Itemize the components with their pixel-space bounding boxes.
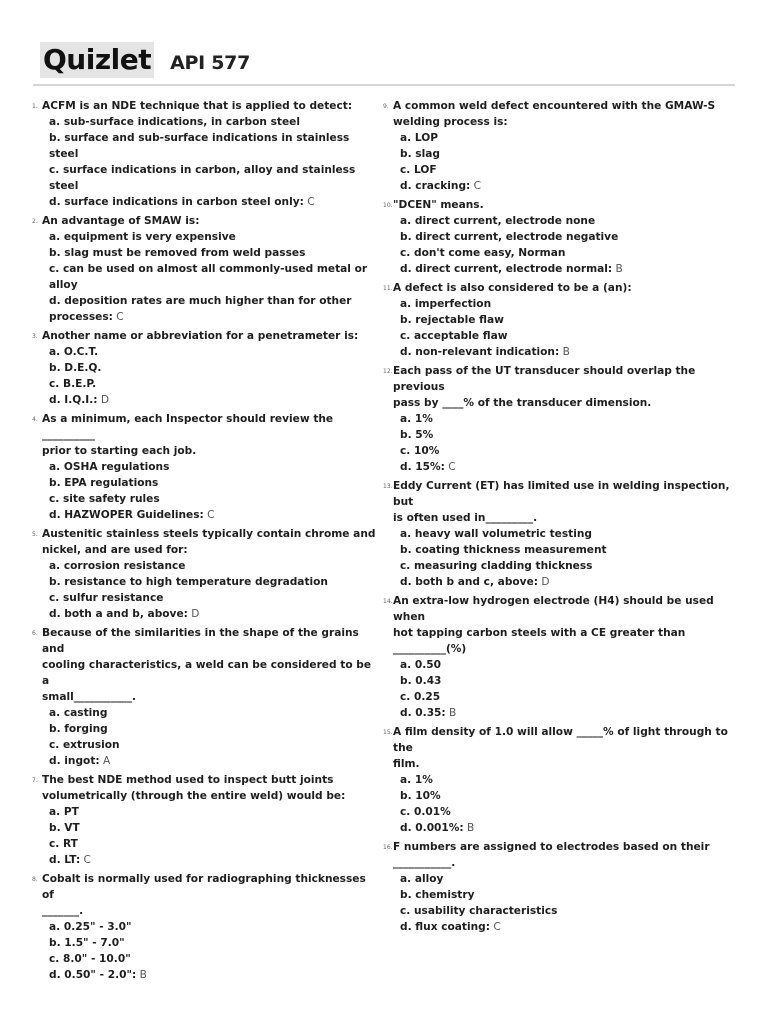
answer-option <box>383 312 731 328</box>
question-number: 14. <box>383 598 393 605</box>
question-line: pass by ____% of the transducer dimension. <box>393 397 652 409</box>
option-text: c. usability characteristics <box>400 905 558 917</box>
option-text: c. surface indications in carbon, alloy and stainless steel <box>49 164 356 192</box>
answer-option <box>32 935 380 951</box>
answer-option <box>32 392 380 408</box>
answer-option <box>32 705 380 721</box>
answer-option <box>32 130 380 162</box>
question-line: hot tapping carbon steels with a CE greater than <box>393 627 686 639</box>
question-text <box>32 788 380 804</box>
question-text <box>383 756 731 772</box>
answer-option <box>383 146 731 162</box>
option-text: a. heavy wall volumetric testing <box>400 528 592 540</box>
question-number: 7. <box>32 777 38 784</box>
option-text: d. ingot: <box>49 755 100 767</box>
option-text: a. sub-surface indications, in carbon steel <box>49 116 300 128</box>
question-item <box>383 363 731 475</box>
option-text: c. RT <box>49 838 78 850</box>
option-text: b. EPA regulations <box>49 477 159 489</box>
question-number: 9. <box>383 103 389 110</box>
answer-option <box>383 178 731 194</box>
correct-answer: D <box>538 576 550 588</box>
question-text <box>32 657 380 689</box>
answer-option <box>383 344 731 360</box>
question-line: prior to starting each job. <box>42 445 197 457</box>
option-text: a. equipment is very expensive <box>49 231 236 243</box>
question-text <box>32 328 380 344</box>
answer-option <box>32 804 380 820</box>
option-text: a. O.C.T. <box>49 346 99 358</box>
question-text <box>32 871 380 903</box>
answer-option <box>383 427 731 443</box>
option-text: b. 1.5" - 7.0" <box>49 937 125 949</box>
page-title: API 577 <box>170 52 250 74</box>
option-text: d. HAZWOPER Guidelines: <box>49 509 204 521</box>
answer-option <box>383 705 731 721</box>
option-text: b. resistance to high temperature degradation <box>49 576 328 588</box>
option-text: c. 0.25 <box>400 691 441 703</box>
correct-answer: C <box>444 461 456 473</box>
answer-option <box>32 507 380 523</box>
question-number: 11. <box>383 285 393 292</box>
answer-option <box>32 919 380 935</box>
option-text: d. both a and b, above: <box>49 608 188 620</box>
question-item <box>383 280 731 360</box>
answer-option <box>383 657 731 673</box>
answer-option <box>32 261 380 293</box>
option-text: b. direct current, electrode negative <box>400 231 619 243</box>
question-line: welding process is: <box>393 116 508 128</box>
option-text: c. extrusion <box>49 739 120 751</box>
option-text: d. cracking: <box>400 180 471 192</box>
answer-option <box>32 194 380 210</box>
option-text: a. alloy <box>400 873 444 885</box>
option-text: a. corrosion resistance <box>49 560 186 572</box>
option-text: a. 1% <box>400 774 433 786</box>
answer-option <box>383 229 731 245</box>
answer-option <box>32 721 380 737</box>
option-text: a. 0.25" - 3.0" <box>49 921 132 933</box>
question-line: Each pass of the UT transducer should overlap the previous <box>393 365 696 393</box>
answer-option <box>32 360 380 376</box>
answer-option <box>383 820 731 836</box>
answer-option <box>383 542 731 558</box>
correct-answer: C <box>303 196 315 208</box>
option-text: d. LT: <box>49 854 81 866</box>
option-text: processes: <box>49 311 113 323</box>
option-text: a. 1% <box>400 413 433 425</box>
question-number: 8. <box>32 876 38 883</box>
question-line: An extra-low hydrogen electrode (H4) should be used when <box>393 595 714 623</box>
question-line: cooling characteristics, a weld can be considered to be a <box>42 659 372 687</box>
question-item <box>383 724 731 836</box>
option-text: a. LOP <box>400 132 439 144</box>
option-text: a. 0.50 <box>400 659 441 671</box>
option-text: b. 0.43 <box>400 675 442 687</box>
correct-answer: B <box>463 822 475 834</box>
question-line: ___________. <box>393 857 456 869</box>
question-text <box>32 689 380 705</box>
option-text: a. OSHA regulations <box>49 461 170 473</box>
answer-option <box>383 689 731 705</box>
answer-option <box>383 261 731 277</box>
option-text: c. measuring cladding thickness <box>400 560 593 572</box>
question-line: F numbers are assigned to electrodes based on their <box>393 841 710 853</box>
question-number: 3. <box>32 333 38 340</box>
answer-option <box>383 296 731 312</box>
question-line: The best NDE method used to inspect butt joints <box>42 774 334 786</box>
question-line: "DCEN" means. <box>393 199 484 211</box>
question-text <box>383 98 731 114</box>
option-text: d. both b and c, above: <box>400 576 539 588</box>
answer-option <box>383 411 731 427</box>
question-line: Cobalt is normally used for radiographing thicknesses of <box>42 873 366 901</box>
question-line: A defect is also considered to be a (an): <box>393 282 632 294</box>
option-text: b. VT <box>49 822 80 834</box>
question-text <box>383 114 731 130</box>
answer-option <box>383 558 731 574</box>
question-line: nickel, and are used for: <box>42 544 188 556</box>
question-text <box>383 478 731 510</box>
answer-option <box>383 804 731 820</box>
option-text: c. site safety rules <box>49 493 160 505</box>
option-text: a. PT <box>49 806 79 818</box>
question-text <box>32 411 380 443</box>
answer-option <box>32 245 380 261</box>
question-line: is often used in_________. <box>393 512 538 524</box>
option-text: a. direct current, electrode none <box>400 215 596 227</box>
answer-option <box>383 887 731 903</box>
answer-option <box>383 673 731 689</box>
question-item <box>383 197 731 277</box>
question-text <box>383 510 731 526</box>
answer-option <box>32 836 380 852</box>
question-item <box>383 593 731 721</box>
question-text <box>32 625 380 657</box>
answer-option <box>32 558 380 574</box>
option-text: c. B.E.P. <box>49 378 97 390</box>
option-text: c. 10% <box>400 445 440 457</box>
answer-option <box>32 574 380 590</box>
answer-option <box>383 162 731 178</box>
question-text <box>383 280 731 296</box>
correct-answer: A <box>99 755 111 767</box>
answer-option <box>32 820 380 836</box>
option-text: c. can be used on almost all commonly-used metal or alloy <box>49 263 368 291</box>
option-text: c. LOF <box>400 164 437 176</box>
option-text: c. 0.01% <box>400 806 451 818</box>
answer-option <box>383 245 731 261</box>
question-number: 13. <box>383 483 393 490</box>
question-item <box>32 328 380 408</box>
question-line: small___________. <box>42 691 137 703</box>
answer-option <box>383 328 731 344</box>
question-item <box>383 839 731 935</box>
option-text: d. 0.001%: <box>400 822 464 834</box>
question-line: _______. <box>42 905 84 917</box>
question-number: 15. <box>383 729 393 736</box>
question-text <box>32 213 380 229</box>
question-number: 16. <box>383 844 393 851</box>
answer-option <box>32 459 380 475</box>
answer-option <box>383 574 731 590</box>
question-item <box>383 98 731 194</box>
option-text: c. sulfur resistance <box>49 592 164 604</box>
answer-option <box>32 344 380 360</box>
option-text: a. casting <box>49 707 108 719</box>
question-line: A film density of 1.0 will allow _____% of light through to the <box>393 726 728 754</box>
question-line: Another name or abbreviation for a penetrameter is: <box>42 330 359 342</box>
correct-answer: C <box>112 311 124 323</box>
option-text: c. don't come easy, Norman <box>400 247 566 259</box>
question-number: 2. <box>32 218 38 225</box>
answer-option <box>32 162 380 194</box>
option-text: b. rejectable flaw <box>400 314 504 326</box>
answer-option <box>32 753 380 769</box>
question-text <box>32 542 380 558</box>
option-text: d. 0.35: <box>400 707 446 719</box>
option-text: c. acceptable flaw <box>400 330 508 342</box>
question-line: film. <box>393 758 420 770</box>
question-item <box>32 871 380 983</box>
question-number: 1. <box>32 103 38 110</box>
question-text <box>32 772 380 788</box>
answer-option <box>383 526 731 542</box>
correct-answer: D <box>97 394 110 406</box>
answer-option <box>32 737 380 753</box>
question-number: 5. <box>32 531 38 538</box>
question-text <box>383 625 731 641</box>
question-item <box>32 625 380 769</box>
answer-option <box>32 293 380 309</box>
answer-option <box>383 871 731 887</box>
question-text <box>383 363 731 395</box>
option-text: b. slag must be removed from weld passes <box>49 247 306 259</box>
quizlet-logo: Quizlet <box>40 42 154 78</box>
correct-answer: C <box>80 854 91 866</box>
option-text: d. 15%: <box>400 461 445 473</box>
correct-answer: B <box>445 707 457 719</box>
question-line: __________(%) <box>393 643 467 655</box>
answer-option <box>383 772 731 788</box>
answer-option <box>32 951 380 967</box>
option-text: a. imperfection <box>400 298 492 310</box>
option-text: b. 10% <box>400 790 441 802</box>
question-line: A common weld defect encountered with the GMAW-S <box>393 100 716 112</box>
answer-option <box>383 459 731 475</box>
option-text: d. direct current, electrode normal: <box>400 263 613 275</box>
answer-option <box>383 919 731 935</box>
correct-answer: B <box>559 346 570 358</box>
correct-answer: C <box>489 921 501 933</box>
question-text <box>32 526 380 542</box>
answer-option <box>32 229 380 245</box>
question-text <box>383 593 731 625</box>
question-number: 6. <box>32 630 38 637</box>
question-item <box>32 98 380 210</box>
answer-option <box>32 376 380 392</box>
option-text: d. surface indications in carbon steel only: <box>49 196 304 208</box>
correct-answer: D <box>187 608 200 620</box>
question-line: Eddy Current (ET) has limited use in welding inspection, but <box>393 480 730 508</box>
question-line: Austenitic stainless steels typically contain chrome and <box>42 528 376 540</box>
answer-option <box>32 309 380 325</box>
answer-option <box>383 213 731 229</box>
question-line: An advantage of SMAW is: <box>42 215 200 227</box>
question-text <box>383 197 731 213</box>
option-text: d. I.Q.I.: <box>49 394 98 406</box>
correct-answer: C <box>470 180 482 192</box>
answer-option <box>32 590 380 606</box>
option-text: d. non-relevant indication: <box>400 346 560 358</box>
page-header <box>40 42 250 78</box>
option-text: b. forging <box>49 723 108 735</box>
question-line: Because of the similarities in the shape of the grains and <box>42 627 359 655</box>
correct-answer: B <box>612 263 623 275</box>
question-item <box>383 478 731 590</box>
option-text: b. 5% <box>400 429 434 441</box>
answer-option <box>383 903 731 919</box>
question-item <box>32 772 380 868</box>
answer-option <box>32 475 380 491</box>
question-text <box>383 855 731 871</box>
correct-answer: B <box>136 969 147 981</box>
answer-option <box>383 788 731 804</box>
option-text: c. 8.0" - 10.0" <box>49 953 131 965</box>
question-number: 12. <box>383 368 393 375</box>
option-text: d. 0.50" - 2.0": <box>49 969 137 981</box>
question-item <box>32 213 380 325</box>
answer-option <box>383 130 731 146</box>
answer-option <box>32 852 380 868</box>
question-line: ACFM is an NDE technique that is applied to detect: <box>42 100 353 112</box>
answer-option <box>32 606 380 622</box>
option-text: b. slag <box>400 148 440 160</box>
question-text <box>383 839 731 855</box>
right-column <box>383 98 731 938</box>
answer-option <box>32 114 380 130</box>
answer-option <box>32 967 380 983</box>
answer-option <box>383 443 731 459</box>
question-number: 10. <box>383 202 393 209</box>
question-text <box>32 443 380 459</box>
question-number: 4. <box>32 416 38 423</box>
question-text <box>383 724 731 756</box>
question-item <box>32 411 380 523</box>
question-text <box>383 395 731 411</box>
left-column <box>32 98 380 986</box>
option-text: d. deposition rates are much higher than for other <box>49 295 352 307</box>
option-text: b. chemistry <box>400 889 475 901</box>
question-item <box>32 526 380 622</box>
option-text: d. flux coating: <box>400 921 490 933</box>
question-line: volumetrically (through the entire weld) would be: <box>42 790 346 802</box>
question-text <box>32 98 380 114</box>
option-text: b. coating thickness measurement <box>400 544 607 556</box>
answer-option <box>32 491 380 507</box>
correct-answer: C <box>203 509 215 521</box>
option-text: b. D.E.Q. <box>49 362 102 374</box>
question-text <box>383 641 731 657</box>
question-line: As a minimum, each Inspector should review the __________ <box>42 413 334 441</box>
header-divider <box>33 84 735 86</box>
question-text <box>32 903 380 919</box>
option-text: b. surface and sub-surface indications in stainless steel <box>49 132 350 160</box>
